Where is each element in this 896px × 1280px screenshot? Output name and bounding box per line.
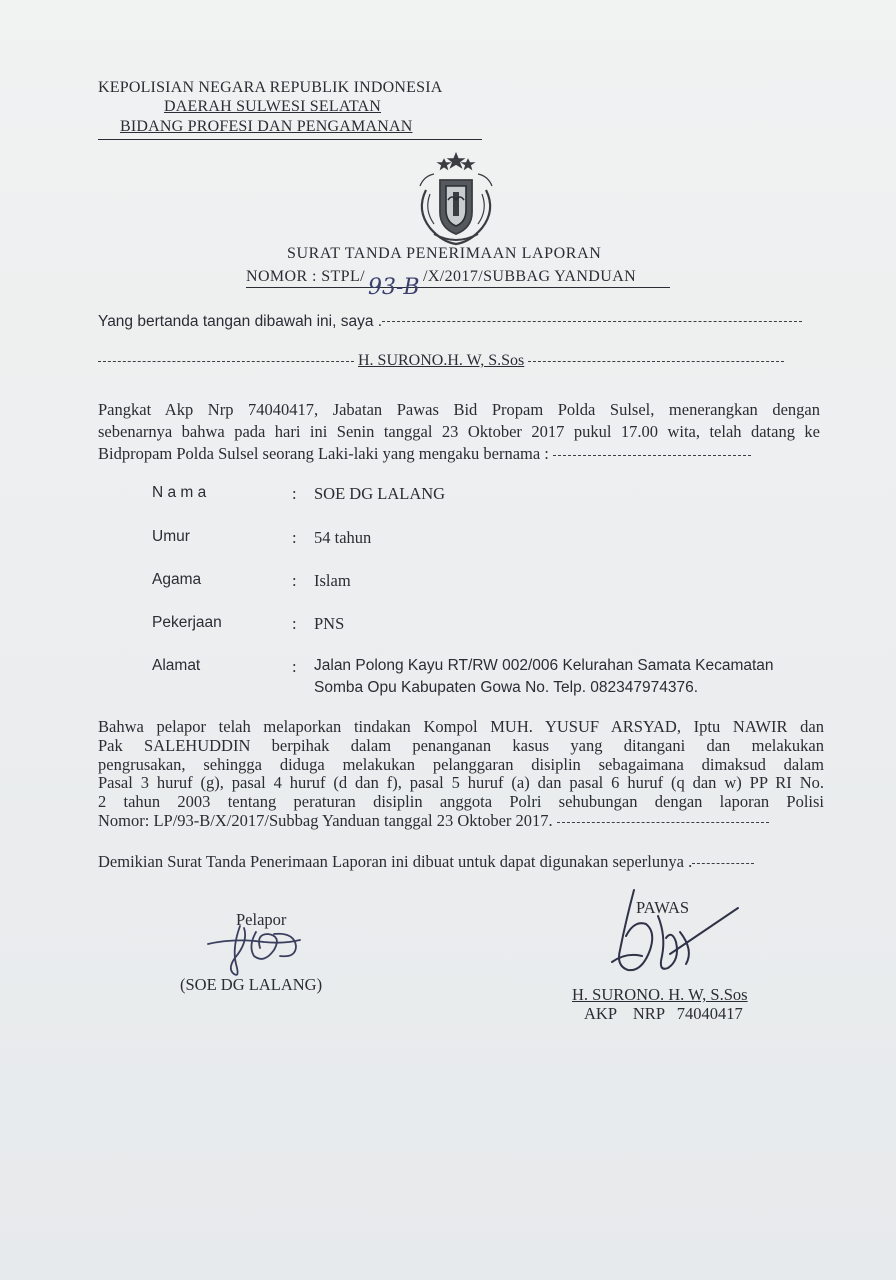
field-label: Pekerjaan (152, 614, 222, 631)
field-value: 54 tahun (314, 528, 372, 547)
document-title: SURAT TANDA PENERIMAAN LAPORAN (287, 245, 602, 262)
dotted-fill-right (528, 361, 784, 362)
officer-name: H. SURONO.H. W, S.Sos (358, 352, 525, 369)
report-paragraph (98, 718, 824, 831)
number-suffix: /X/2017/SUBBAG YANDUAN (423, 268, 637, 285)
dotted-fill (557, 822, 769, 823)
statement-line: sebenarnya bahwa pada hari ini Senin tanggal 23 Oktober 2017 pukul 17.00 wita, telah datang ke (98, 422, 820, 441)
svg-text:93-B: 93-B (368, 275, 420, 300)
officer-role: PAWAS (636, 898, 690, 917)
reporter-name: (SOE DG LALANG) (180, 975, 323, 994)
field-value: Islam (314, 571, 351, 590)
report-line: pengrusakan, sehingga diduga melakukan pelanggaran disiplin sebagaimana dimaksud dalam (98, 754, 824, 774)
dotted-fill (553, 455, 751, 456)
dotted-fill (382, 321, 802, 322)
regional-office: DAERAH SULWESI SELATAN (164, 98, 382, 115)
dotted-fill-left (98, 361, 354, 362)
closing-line (98, 852, 754, 872)
dotted-fill (692, 863, 754, 864)
institution-name: KEPOLISIAN NEGARA REPUBLIK INDONESIA (98, 79, 443, 96)
report-line: 2 tahun 2003 tentang peraturan disiplin anggota Polri sehubungan dengan laporan Polisi (98, 792, 824, 812)
document-number (246, 268, 636, 286)
undersigned-line (98, 313, 802, 331)
polri-emblem-icon (406, 150, 506, 250)
officer-rank: AKP NRP 74040417 (584, 1004, 743, 1023)
handwritten-number (366, 272, 426, 302)
report-line: Pasal 3 huruf (g), pasal 4 huruf (d dan f), pasal 5 huruf (a) dan pasal 6 huruf (q dan w) PP RI No. (98, 773, 824, 793)
field-label: Agama (152, 571, 202, 588)
field-value: PNS (314, 614, 345, 633)
statement-line: Bidpropam Polda Sulsel seorang Laki-laki yang mengaku bernama : (98, 443, 820, 465)
officer-name-line (98, 352, 784, 370)
report-line: Nomor: LP/93-B/X/2017/Subbag Yanduan tanggal 23 Oktober 2017. (98, 812, 824, 831)
field-value: Jalan Polong Kayu RT/RW 002/006 Kelurahan Samata Kecamatan (314, 657, 774, 674)
letterhead-rule (98, 139, 482, 140)
closing-text: Demikian Surat Tanda Penerimaan Laporan ini dibuat untuk dapat digunakan seperlunya . (98, 852, 693, 871)
reporter-signature (204, 918, 308, 980)
undersigned-text: Yang bertanda tangan dibawah ini, saya . (98, 313, 383, 330)
officer-name-signature: H. SURONO. H. W, S.Sos (572, 985, 748, 1004)
division-name: BIDANG PROFESI DAN PENGAMANAN (120, 118, 413, 135)
statement-paragraph (98, 399, 820, 465)
field-label: N a m a (152, 484, 207, 501)
number-prefix: NOMOR : STPL/ (246, 268, 365, 285)
field-label: Umur (152, 528, 190, 545)
reporter-role: Pelapor (236, 910, 287, 929)
report-line: Bahwa pelapor telah melaporkan tindakan Kompol MUH. YUSUF ARSYAD, Iptu NAWIR dan (98, 717, 824, 736)
document-page: KEPOLISIAN NEGARA REPUBLIK INDONESIA DAERAH SULWESI SELATAN BIDANG PROFESI DAN PENGAMANAN SURAT TANDA PENERIMAAN LAPORAN NOMOR : STPL/ /X/2017/SUBBAG YANDUAN 93-B Yang bertanda tangan dibawah ini, saya . H. SURONO.H. W, S.Sos Pangkat Akp Nrp 74040417, Jabatan Pawas Bid Propam Polda Sulsel, menerangkan dengan sebenarnya bahwa pada hari ini Senin tanggal 23 Oktober 2017 pukul 17.00 wita, telah datang ke Bidpropam Polda Sulsel seorang Laki-laki yang mengaku bernama : N a m a : SOE DG LALANG Umur : 54 tahun Agama : Islam Pekerjaan : PNS Alamat : Jalan Polong Kayu RT/RW 002/006 Kelurahan Samata Kecamatan Somba Opu Kabupaten Gowa No. Telp. 082347974376. Bahwa pelapor telah melaporkan tindakan Kompol MUH. YUSUF ARSYAD, Iptu NAWIR dan Pak SALEHUDDIN berpihak dalam penanganan kasus yang ditangani dan melakukan pengrusakan, sehingga diduga melakukan pelanggaran disiplin sebagaimana dimaksud dalam Pasal 3 huruf (g), pasal 4 huruf (d dan f), pasal 5 huruf (a) dan pasal 6 huruf (q dan w) PP RI No. 2 tahun 2003 tentang peraturan disiplin anggota Polri sehubungan dengan laporan Polisi Nomor: LP/93-B/X/2017/Subbag Yanduan tanggal 23 Oktober 2017. Demikian Surat Tanda Penerimaan Laporan ini dibuat untuk dapat digunakan seperlunya . Pelapor (SOE DG LALANG) PAWAS H. SURONO. H. W, S.Sos AKP NRP 74040417 (0, 0, 896, 1280)
statement-line: Pangkat Akp Nrp 74040417, Jabatan Pawas Bid Propam Polda Sulsel, menerangkan dengan (98, 400, 820, 419)
field-value-continued: Somba Opu Kabupaten Gowa No. Telp. 082347974376. (314, 679, 699, 696)
number-underline (246, 287, 670, 288)
officer-signature (606, 880, 746, 980)
field-value: SOE DG LALANG (314, 484, 446, 503)
field-label: Alamat (152, 657, 201, 674)
report-line: Pak SALEHUDDIN berpihak dalam penanganan kasus yang ditangani dan melakukan (98, 735, 824, 755)
